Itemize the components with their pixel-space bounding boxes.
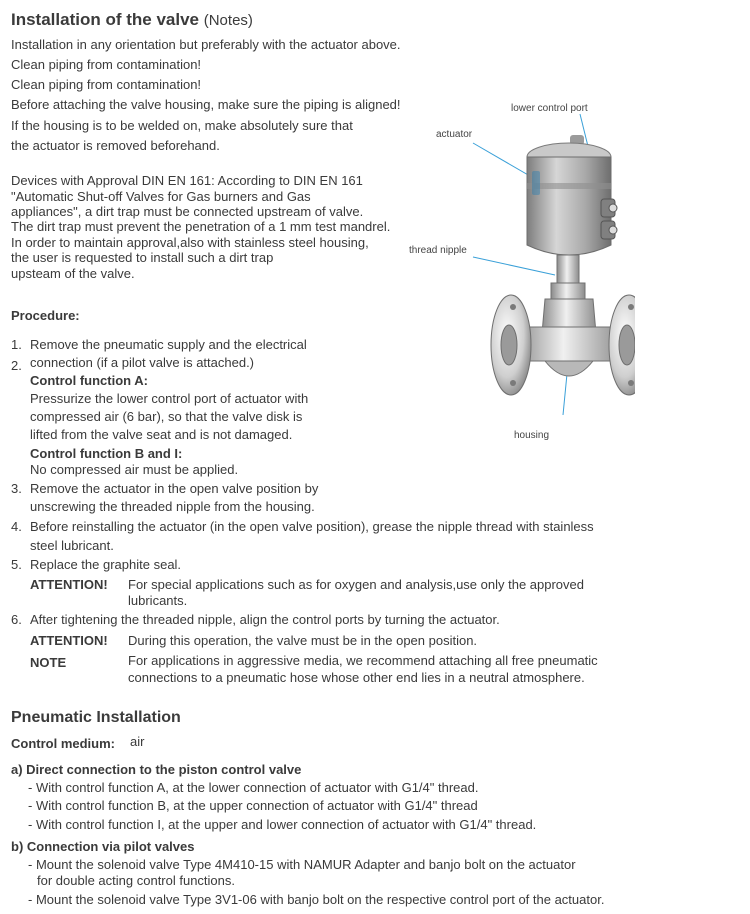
- step-number-5: 5.: [11, 557, 22, 572]
- step-4-text-b: steel lubricant.: [30, 538, 114, 553]
- label-thread-nipple: thread nipple: [409, 245, 467, 256]
- cfa-line-3: lifted from the valve seat and is not damaged.: [30, 427, 293, 442]
- control-function-a-title: Control function A:: [30, 373, 148, 388]
- label-actuator: actuator: [436, 129, 473, 140]
- step-number-6: 6.: [11, 612, 22, 627]
- pilot-valves-heading: b) Connection via pilot valves: [11, 839, 195, 854]
- step-6-text: After tightening the threaded nipple, align the control ports by turning the actuator.: [30, 612, 500, 627]
- attention-label-2: ATTENTION!: [30, 633, 108, 648]
- step-3-text-b: unscrewing the threaded nipple from the housing.: [30, 499, 315, 514]
- step-2-text: connection (if a pilot valve is attached.): [30, 355, 255, 370]
- note-text-b: connections to a pneumatic hose whose other end lies in a neutral atmosphere.: [128, 670, 585, 685]
- direct-connection-heading: a) Direct connection to the piston control valve: [11, 762, 302, 777]
- valve-illustration: [405, 95, 635, 455]
- pilot-line-2: - Mount the solenoid valve Type 3V1-06 with banjo bolt on the respective control port of the actuator.: [28, 892, 605, 907]
- right-flange-bolt: [628, 380, 634, 386]
- direct-line-1: - With control function A, at the lower connection of actuator with G1/4" thread.: [28, 780, 479, 795]
- thread-nipple: [557, 255, 579, 285]
- din-line-5: In order to maintain approval,also with stainless steel housing,: [11, 235, 369, 250]
- label-housing: housing: [514, 430, 550, 441]
- right-flange-bolt: [628, 304, 634, 310]
- upper-port-hole: [609, 204, 617, 212]
- install-line-1: Installation in any orientation but preferably with the actuator above.: [11, 37, 401, 52]
- cfa-line-1: Pressurize the lower control port of actuator with: [30, 391, 309, 406]
- step-1-text: Remove the pneumatic supply and the electrical: [30, 337, 307, 352]
- din-line-2: "Automatic Shut-off Valves for Gas burners and Gas: [11, 189, 311, 204]
- attention-text-2: During this operation, the valve must be in the open position.: [128, 633, 478, 648]
- valve-figure: [405, 95, 635, 455]
- install-line-2: Clean piping from contamination!: [11, 57, 202, 72]
- install-line-3: Clean piping from contamination!: [11, 77, 202, 92]
- attention-text-1a: For special applications such as for oxygen and analysis,use only the approved: [128, 577, 584, 592]
- left-flange-bolt: [510, 380, 516, 386]
- step-5-text: Replace the graphite seal.: [30, 557, 182, 572]
- din-line-3: appliances", a dirt trap must be connected upstream of valve.: [11, 204, 364, 219]
- lower-port-hole: [609, 226, 617, 234]
- step-number-1: 1.: [11, 337, 22, 352]
- install-line-4: Before attaching the valve housing, make sure the piping is aligned!: [11, 97, 401, 112]
- actuator-body: [527, 157, 611, 255]
- pilot-line-1b: for double acting control functions.: [37, 873, 236, 888]
- direct-line-3: - With control function I, at the upper and lower connection of actuator with G1/4" thread.: [28, 817, 537, 832]
- nipple-nut: [551, 283, 585, 299]
- right-flange-bore: [619, 325, 635, 365]
- step-number-2: 2.: [11, 358, 22, 373]
- actuator-label-mark: [532, 171, 540, 195]
- step-4-text-a: Before reinstalling the actuator (in the open valve position), grease the nipple thread with stainless: [30, 519, 594, 534]
- note-text-a: For applications in aggressive media, we recommend attaching all free pneumatic: [128, 653, 598, 668]
- install-line-6: the actuator is removed beforehand.: [11, 138, 220, 153]
- cfbi-line: No compressed air must be applied.: [30, 462, 239, 477]
- control-function-bi-title: Control function B and I:: [30, 446, 183, 461]
- pneumatic-title: Pneumatic Installation: [11, 709, 181, 726]
- attention-label-1: ATTENTION!: [30, 577, 108, 592]
- control-medium-label: Control medium:: [11, 736, 115, 751]
- callout-line-thread-nipple: [473, 257, 555, 275]
- din-line-6: the user is requested to install such a dirt trap: [11, 250, 274, 265]
- step-number-4: 4.: [11, 519, 22, 534]
- install-line-5: If the housing is to be welded on, make absolutely sure that: [11, 118, 353, 133]
- section-title-suffix: (Notes): [203, 12, 253, 29]
- note-label: NOTE: [30, 655, 67, 670]
- cfa-line-2: compressed air (6 bar), so that the valve disk is: [30, 409, 303, 424]
- section-title: [11, 10, 253, 30]
- attention-text-1b: lubricants.: [128, 593, 188, 608]
- housing-bottom: [545, 361, 593, 376]
- direct-line-2: - With control function B, at the upper connection of actuator with G1/4" thread: [28, 798, 478, 813]
- pilot-line-1a: - Mount the solenoid valve Type 4M410-15 with NAMUR Adapter and banjo bolt on the actuator: [28, 857, 576, 872]
- section-title-text: Installation of the valve: [11, 10, 199, 29]
- left-flange-bolt: [510, 304, 516, 310]
- din-line-1: Devices with Approval DIN EN 161: According to DIN EN 161: [11, 173, 363, 188]
- procedure-heading: Procedure:: [11, 308, 80, 323]
- step-number-3: 3.: [11, 481, 22, 496]
- control-medium-value: air: [130, 734, 145, 749]
- din-line-4: The dirt trap must prevent the penetration of a 1 mm test mandrel.: [11, 219, 391, 234]
- label-lower-control-port: lower control port: [511, 103, 588, 114]
- step-3-text-a: Remove the actuator in the open valve position by: [30, 481, 319, 496]
- left-flange-bore: [501, 325, 517, 365]
- din-line-7: upsteam of the valve.: [11, 266, 135, 281]
